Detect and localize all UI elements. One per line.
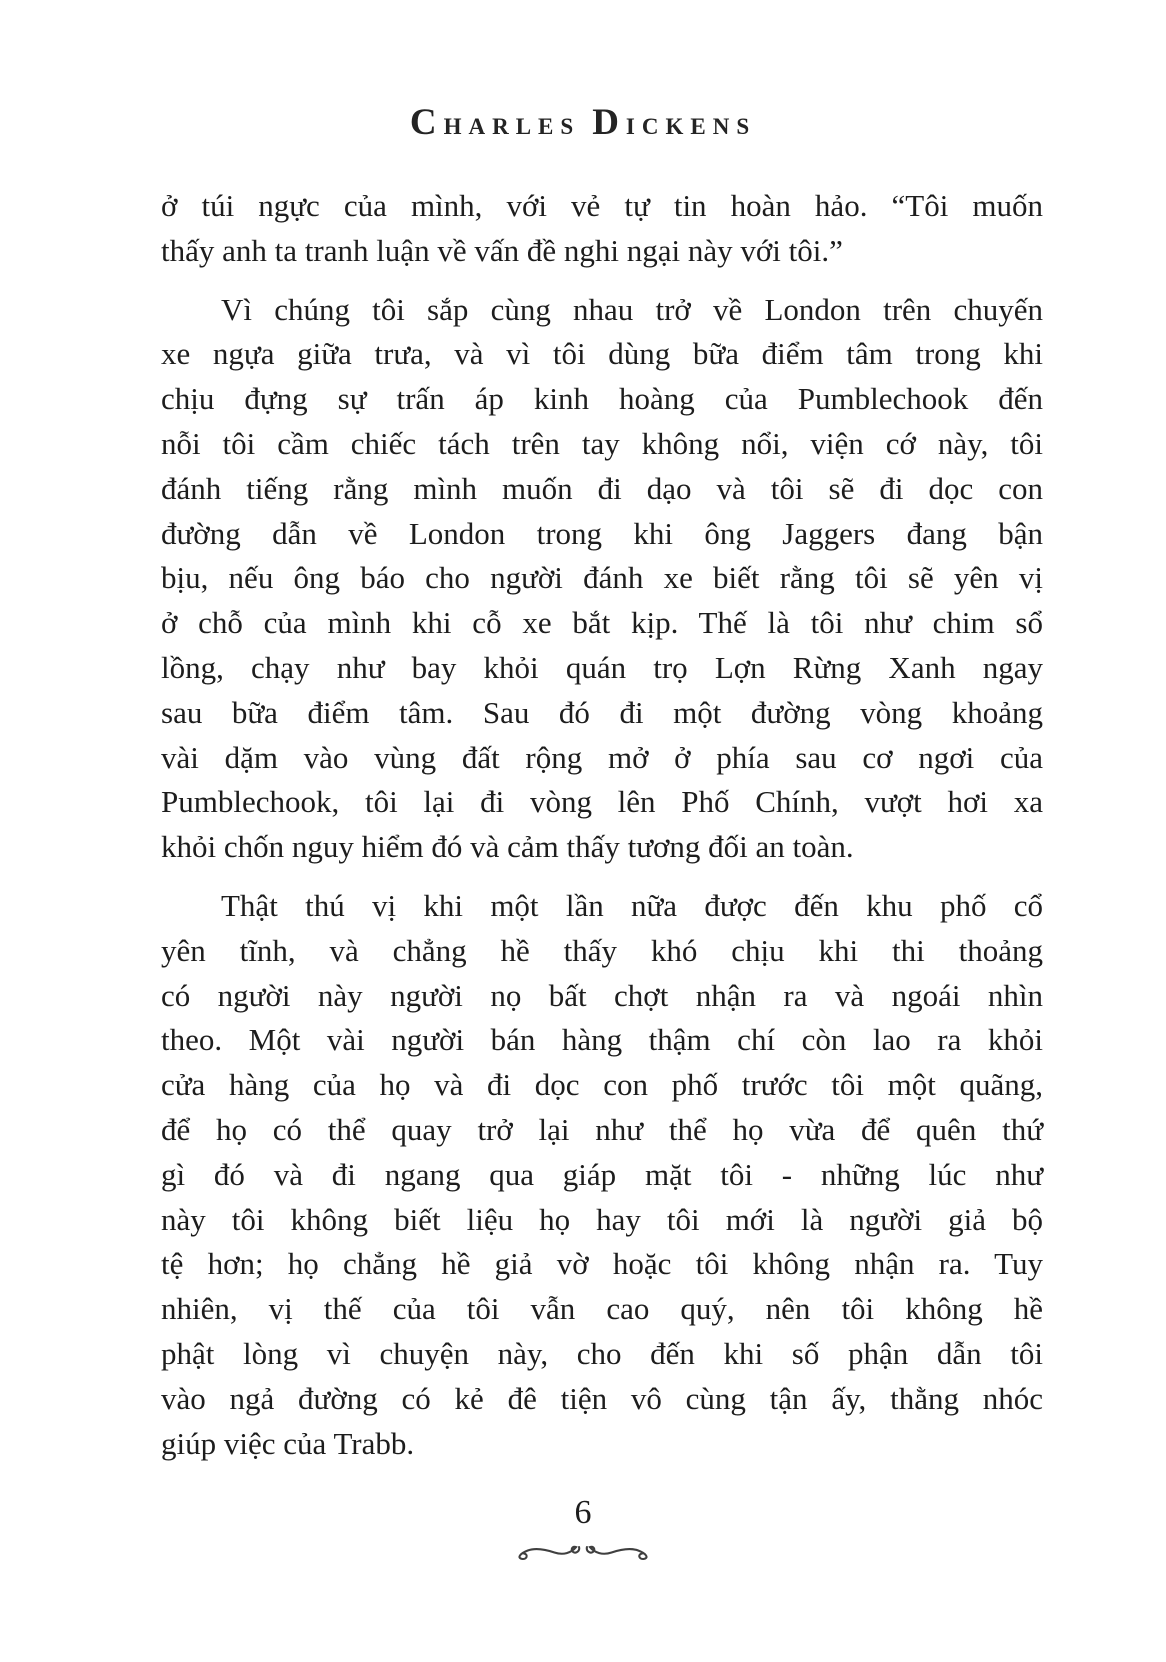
page-number: 6 bbox=[574, 1494, 592, 1531]
text-line: yên tĩnh, và chẳng hề thấy khó chịu khi thi thoảng bbox=[161, 932, 1043, 968]
paragraph bbox=[161, 884, 1043, 1466]
text-line: Thật thú vị khi một lần nữa được đến khu phố cổ bbox=[221, 887, 1043, 923]
text-line: sau bữa điểm tâm. Sau đó đi một đường vòng khoảng bbox=[161, 694, 1043, 730]
text-line: vài dặm vào vùng đất rộng mở ở phía sau cơ ngơi của bbox=[161, 739, 1043, 775]
text-line: thấy anh ta tranh luận về vấn đề nghi ngại này với tôi.” bbox=[161, 232, 843, 268]
text-line: giúp việc của Trabb. bbox=[161, 1425, 415, 1461]
flourish-icon bbox=[514, 1538, 652, 1562]
text-line: có người này người nọ bất chợt nhận ra và ngoái nhìn bbox=[161, 977, 1043, 1013]
text-line: theo. Một vài người bán hàng thậm chí còn lao ra khỏi bbox=[161, 1022, 1043, 1058]
text-line: bịu, nếu ông báo cho người đánh xe biết rằng tôi sẽ yên vị bbox=[161, 560, 1043, 596]
text-block bbox=[161, 184, 1043, 1466]
text-line: vào ngả đường có kẻ đê tiện vô cùng tận ấy, thằng nhóc bbox=[161, 1380, 1043, 1416]
text-line: xe ngựa giữa trưa, và vì tôi dùng bữa điểm tâm trong khi bbox=[161, 336, 1043, 372]
flourish-ornament bbox=[0, 1538, 1166, 1562]
text-line: nhiên, vị thế của tôi vẫn cao quý, nên tôi không hề bbox=[161, 1291, 1043, 1327]
text-line: ở túi ngực của mình, với vẻ tự tin hoàn hảo. “Tôi muốn bbox=[161, 188, 1043, 223]
text-line: này tôi không biết liệu họ hay tôi mới là người giả bộ bbox=[161, 1201, 1043, 1237]
text-line: cửa hàng của họ và đi dọc con phố trước tôi một quãng, bbox=[161, 1067, 1043, 1103]
author-header bbox=[0, 101, 1166, 144]
text-line: ở chỗ của mình khi cỗ xe bắt kịp. Thế là tôi như chim sổ bbox=[161, 605, 1043, 641]
text-line: đánh tiếng rằng mình muốn đi dạo và tôi sẽ đi dọc con bbox=[161, 470, 1043, 506]
text-line: gì đó và đi ngang qua giáp mặt tôi - những lúc như bbox=[161, 1156, 1043, 1192]
text-line: lồng, chạy như bay khỏi quán trọ Lợn Rừng Xanh ngay bbox=[161, 649, 1043, 685]
text-line: để họ có thể quay trở lại như thể họ vừa để quên thứ bbox=[161, 1111, 1043, 1147]
author-first-name: CHARLES bbox=[409, 102, 581, 143]
text-line: đường dẫn về London trong khi ông Jaggers đang bận bbox=[161, 515, 1043, 551]
text-line: nỗi tôi cầm chiếc tách trên tay không nổi, viện cớ này, tôi bbox=[161, 425, 1043, 461]
text-line: phật lòng vì chuyện này, cho đến khi số phận dẫn tôi bbox=[161, 1335, 1043, 1371]
paragraph bbox=[161, 184, 1043, 274]
text-line: Pumblechook, tôi lại đi vòng lên Phố Chính, vượt hơi xa bbox=[161, 784, 1043, 820]
text-line: Vì chúng tôi sắp cùng nhau trở về London trên chuyến bbox=[221, 291, 1043, 327]
text-line: tệ hơn; họ chẳng hề giả vờ hoặc tôi không nhận ra. Tuy bbox=[161, 1246, 1043, 1282]
text-line: khỏi chốn nguy hiểm đó và cảm thấy tương đối an toàn. bbox=[161, 829, 854, 865]
text-line: chịu đựng sự trấn áp kinh hoàng của Pumblechook đến bbox=[161, 381, 1043, 417]
paragraph bbox=[161, 288, 1043, 870]
author-last-name: DICKENS bbox=[592, 102, 757, 143]
